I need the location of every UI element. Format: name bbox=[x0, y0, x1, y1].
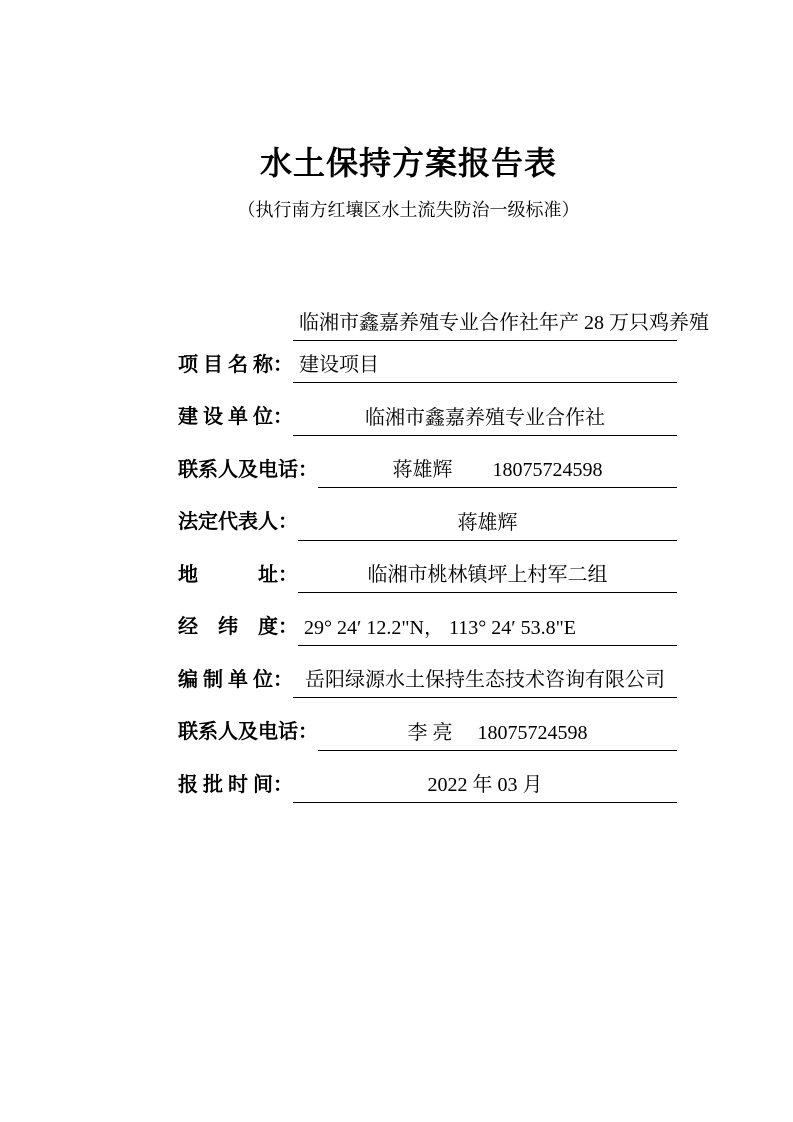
form-field-row bbox=[178, 455, 677, 489]
field-label-colon: ： bbox=[298, 721, 318, 743]
field-label-colon: ： bbox=[278, 511, 298, 533]
field-label-text: 项 目 名 称 bbox=[178, 353, 273, 376]
field-label-colon: ： bbox=[273, 773, 293, 796]
field-label bbox=[178, 507, 298, 541]
field-label bbox=[178, 612, 298, 646]
field-label-colon: ： bbox=[273, 406, 293, 428]
field-value: 临湘市鑫嘉养殖专业合作社 bbox=[293, 403, 677, 436]
field-value-block bbox=[293, 770, 677, 803]
page-subtitle: （执行南方红壤区水土流失防治一级标准） bbox=[237, 200, 580, 220]
page-title: 水土保持方案报告表 bbox=[259, 145, 557, 181]
field-value-block bbox=[298, 508, 677, 541]
form-field-row bbox=[178, 665, 677, 699]
form-field-row bbox=[178, 402, 677, 436]
field-value: 蒋雄辉 18075724598 bbox=[318, 455, 677, 488]
field-label-colon: ： bbox=[298, 458, 318, 481]
form-field-row bbox=[178, 507, 677, 541]
field-value: 临湘市鑫嘉养殖专业合作社年产 28 万只鸡养殖 bbox=[293, 308, 677, 341]
field-value-block bbox=[298, 560, 677, 593]
field-value: 蒋雄辉 bbox=[298, 508, 677, 541]
field-label-colon: ： bbox=[278, 563, 298, 586]
field-label-text: 建 设 单 位 bbox=[178, 406, 273, 428]
field-value: 岳阳绿源水土保持生态技术咨询有限公司 bbox=[293, 665, 677, 698]
field-label-text: 报 批 时 间 bbox=[178, 773, 273, 796]
field-value-block bbox=[318, 718, 677, 751]
form-field-row bbox=[178, 717, 677, 751]
field-value-block bbox=[298, 613, 677, 646]
field-label bbox=[178, 402, 293, 436]
field-label-colon: ： bbox=[273, 668, 293, 691]
field-label-text: 法定代表人 bbox=[178, 511, 278, 533]
form-field-row bbox=[178, 560, 677, 594]
field-label bbox=[178, 665, 293, 699]
field-value-block bbox=[293, 308, 709, 383]
field-value: 2022 年 03 月 bbox=[293, 770, 677, 803]
form-fields bbox=[178, 308, 709, 803]
field-label bbox=[178, 717, 318, 751]
page-header bbox=[159, 143, 658, 223]
field-label bbox=[178, 350, 293, 384]
field-label-text: 地 址 bbox=[178, 563, 278, 586]
field-label-text: 编 制 单 位 bbox=[178, 668, 273, 691]
field-label-text: 联系人及电话 bbox=[178, 721, 298, 743]
field-value: 李 亮 18075724598 bbox=[318, 718, 677, 751]
field-label-text: 经 纬 度 bbox=[178, 616, 278, 638]
field-label bbox=[178, 560, 298, 594]
form-field-row bbox=[178, 612, 677, 646]
field-value-block bbox=[318, 455, 677, 488]
field-label bbox=[178, 455, 318, 489]
form-field-row bbox=[178, 308, 709, 383]
field-value-block bbox=[293, 403, 677, 436]
field-label-colon: ： bbox=[278, 616, 298, 638]
field-label-text: 联系人及电话 bbox=[178, 458, 298, 481]
field-value: 临湘市桃林镇坪上村军二组 bbox=[298, 560, 677, 593]
field-value: 29° 24′ 12.2"N， 113° 24′ 53.8"E bbox=[298, 613, 677, 646]
field-label-colon: ： bbox=[273, 353, 293, 376]
field-value: 建设项目 bbox=[293, 350, 677, 383]
field-value-block bbox=[293, 665, 677, 698]
form-field-row bbox=[178, 770, 677, 804]
field-label bbox=[178, 770, 293, 804]
